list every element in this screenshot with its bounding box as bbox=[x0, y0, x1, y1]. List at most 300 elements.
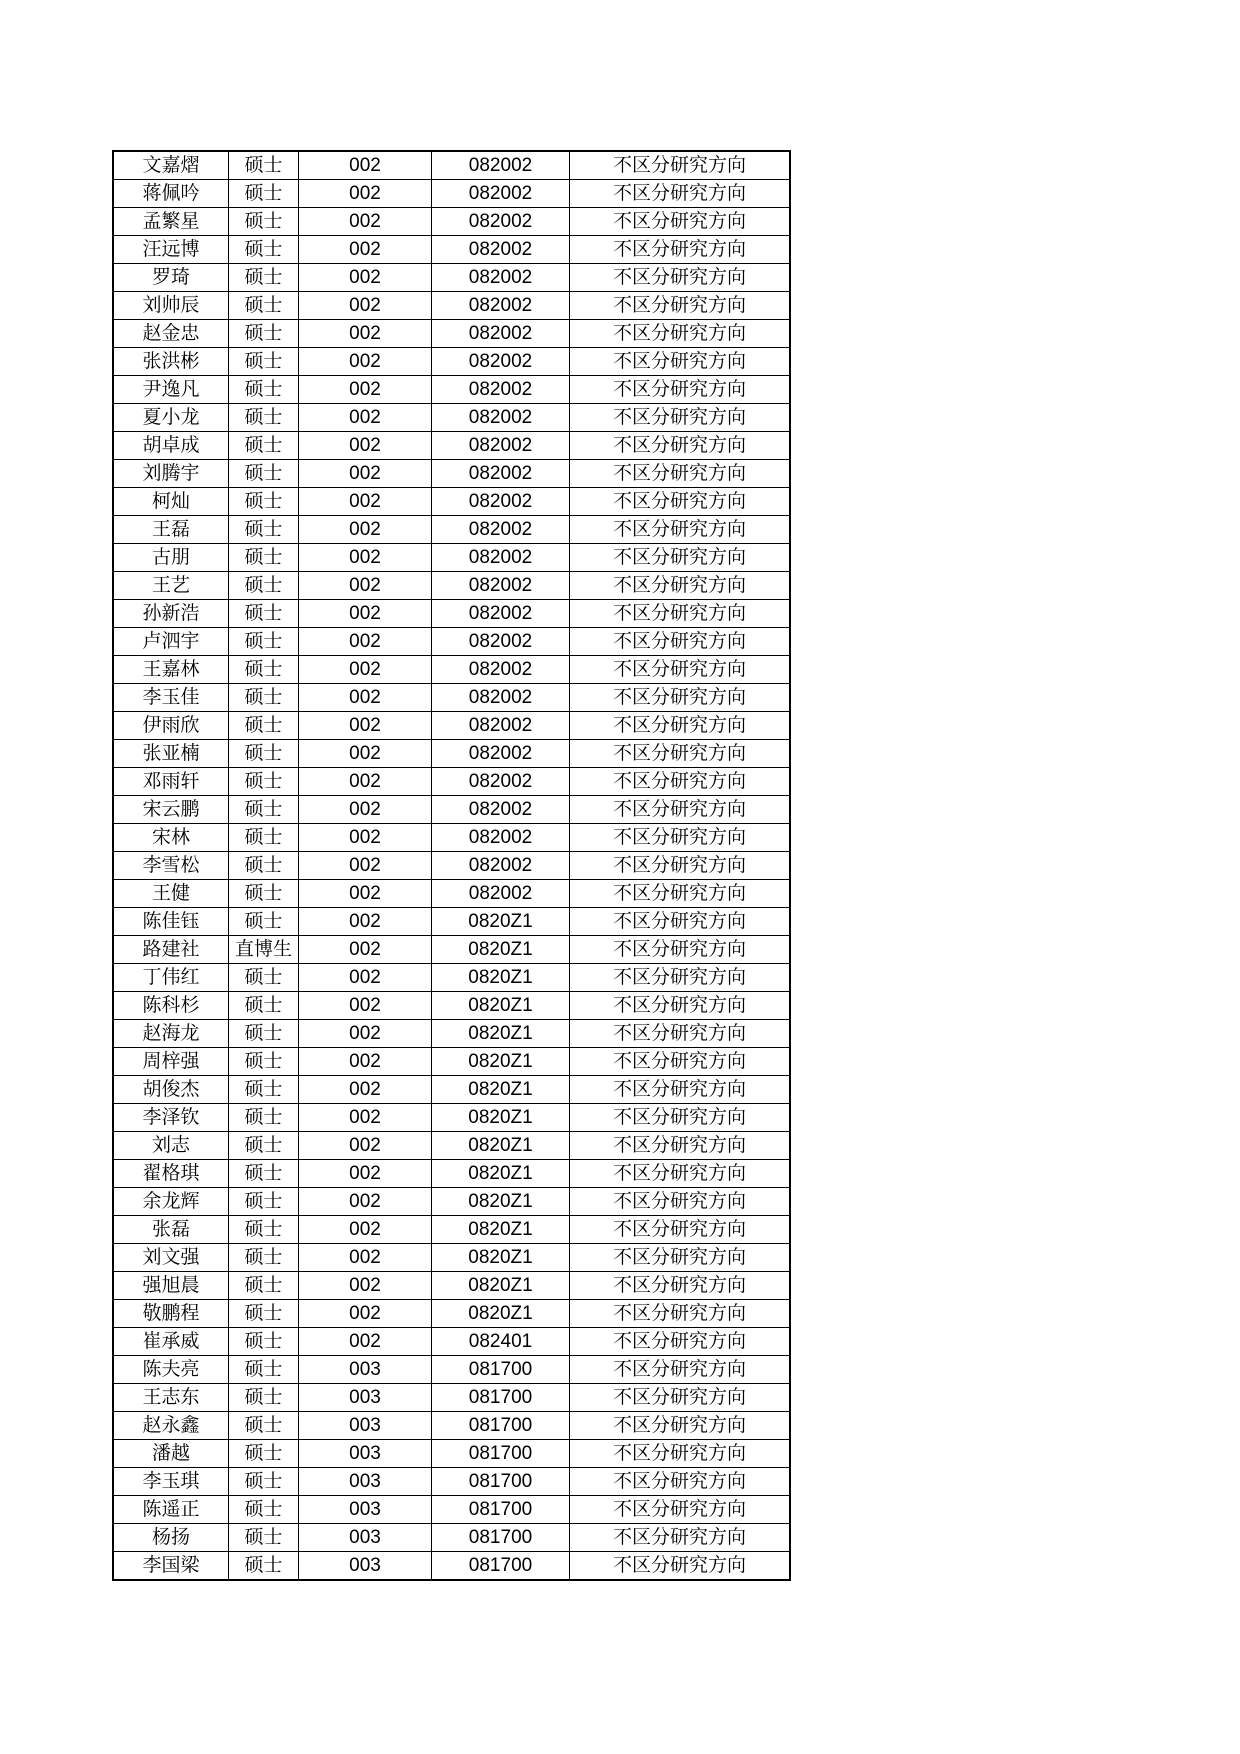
research-direction-cell: 不区分研究方向 bbox=[570, 628, 791, 656]
department-code-cell: 002 bbox=[299, 264, 432, 292]
degree-type-cell: 硕士 bbox=[229, 180, 299, 208]
department-code-cell: 002 bbox=[299, 208, 432, 236]
degree-type-cell: 硕士 bbox=[229, 768, 299, 796]
student-name-cell: 刘志 bbox=[113, 1132, 229, 1160]
research-direction-cell: 不区分研究方向 bbox=[570, 236, 791, 264]
department-code-cell: 003 bbox=[299, 1524, 432, 1552]
department-code-cell: 002 bbox=[299, 1132, 432, 1160]
research-direction-cell: 不区分研究方向 bbox=[570, 964, 791, 992]
student-name-cell: 张洪彬 bbox=[113, 348, 229, 376]
student-name-cell: 王志东 bbox=[113, 1384, 229, 1412]
degree-type-cell: 硕士 bbox=[229, 348, 299, 376]
major-code-cell: 0820Z1 bbox=[432, 1188, 570, 1216]
research-direction-cell: 不区分研究方向 bbox=[570, 1160, 791, 1188]
major-code-cell: 0820Z1 bbox=[432, 964, 570, 992]
department-code-cell: 002 bbox=[299, 1160, 432, 1188]
degree-type-cell: 硕士 bbox=[229, 1552, 299, 1581]
department-code-cell: 002 bbox=[299, 1076, 432, 1104]
major-code-cell: 082002 bbox=[432, 768, 570, 796]
degree-type-cell: 硕士 bbox=[229, 1104, 299, 1132]
student-name-cell: 崔承威 bbox=[113, 1328, 229, 1356]
student-name-cell: 刘文强 bbox=[113, 1244, 229, 1272]
table-row bbox=[113, 544, 790, 572]
research-direction-cell: 不区分研究方向 bbox=[570, 1216, 791, 1244]
major-code-cell: 082002 bbox=[432, 600, 570, 628]
research-direction-cell: 不区分研究方向 bbox=[570, 320, 791, 348]
table-row bbox=[113, 376, 790, 404]
degree-type-cell: 硕士 bbox=[229, 1160, 299, 1188]
research-direction-cell: 不区分研究方向 bbox=[570, 572, 791, 600]
student-name-cell: 宋林 bbox=[113, 824, 229, 852]
degree-type-cell: 硕士 bbox=[229, 1244, 299, 1272]
table-row bbox=[113, 180, 790, 208]
major-code-cell: 0820Z1 bbox=[432, 1132, 570, 1160]
student-name-cell: 潘越 bbox=[113, 1440, 229, 1468]
student-name-cell: 胡俊杰 bbox=[113, 1076, 229, 1104]
research-direction-cell: 不区分研究方向 bbox=[570, 824, 791, 852]
research-direction-cell: 不区分研究方向 bbox=[570, 1300, 791, 1328]
research-direction-cell: 不区分研究方向 bbox=[570, 852, 791, 880]
table-row bbox=[113, 516, 790, 544]
degree-type-cell: 硕士 bbox=[229, 1048, 299, 1076]
degree-type-cell: 硕士 bbox=[229, 600, 299, 628]
table-row bbox=[113, 852, 790, 880]
degree-type-cell: 硕士 bbox=[229, 1300, 299, 1328]
research-direction-cell: 不区分研究方向 bbox=[570, 348, 791, 376]
major-code-cell: 081700 bbox=[432, 1468, 570, 1496]
table-row bbox=[113, 1160, 790, 1188]
table-row bbox=[113, 880, 790, 908]
research-direction-cell: 不区分研究方向 bbox=[570, 1104, 791, 1132]
department-code-cell: 002 bbox=[299, 488, 432, 516]
department-code-cell: 002 bbox=[299, 1244, 432, 1272]
department-code-cell: 002 bbox=[299, 1048, 432, 1076]
student-name-cell: 李泽钦 bbox=[113, 1104, 229, 1132]
research-direction-cell: 不区分研究方向 bbox=[570, 292, 791, 320]
table-row bbox=[113, 1356, 790, 1384]
table-row bbox=[113, 1216, 790, 1244]
research-direction-cell: 不区分研究方向 bbox=[570, 1356, 791, 1384]
research-direction-cell: 不区分研究方向 bbox=[570, 376, 791, 404]
degree-type-cell: 硕士 bbox=[229, 1132, 299, 1160]
degree-type-cell: 硕士 bbox=[229, 376, 299, 404]
table-row bbox=[113, 460, 790, 488]
major-code-cell: 082002 bbox=[432, 292, 570, 320]
student-name-cell: 王艺 bbox=[113, 572, 229, 600]
research-direction-cell: 不区分研究方向 bbox=[570, 208, 791, 236]
degree-type-cell: 直博生 bbox=[229, 936, 299, 964]
table-row bbox=[113, 1188, 790, 1216]
major-code-cell: 0820Z1 bbox=[432, 1104, 570, 1132]
department-code-cell: 003 bbox=[299, 1552, 432, 1581]
student-name-cell: 罗琦 bbox=[113, 264, 229, 292]
table-row bbox=[113, 684, 790, 712]
table-row bbox=[113, 936, 790, 964]
major-code-cell: 082002 bbox=[432, 544, 570, 572]
degree-type-cell: 硕士 bbox=[229, 1496, 299, 1524]
degree-type-cell: 硕士 bbox=[229, 1188, 299, 1216]
student-name-cell: 王嘉林 bbox=[113, 656, 229, 684]
department-code-cell: 002 bbox=[299, 964, 432, 992]
department-code-cell: 002 bbox=[299, 1272, 432, 1300]
degree-type-cell: 硕士 bbox=[229, 516, 299, 544]
degree-type-cell: 硕士 bbox=[229, 236, 299, 264]
table-row bbox=[113, 1468, 790, 1496]
major-code-cell: 082002 bbox=[432, 572, 570, 600]
table-row bbox=[113, 796, 790, 824]
major-code-cell: 082002 bbox=[432, 740, 570, 768]
table-row bbox=[113, 908, 790, 936]
research-direction-cell: 不区分研究方向 bbox=[570, 1188, 791, 1216]
table-row bbox=[113, 1384, 790, 1412]
major-code-cell: 082002 bbox=[432, 656, 570, 684]
major-code-cell: 0820Z1 bbox=[432, 1272, 570, 1300]
major-code-cell: 082002 bbox=[432, 264, 570, 292]
research-direction-cell: 不区分研究方向 bbox=[570, 1132, 791, 1160]
student-name-cell: 汪远博 bbox=[113, 236, 229, 264]
table-row bbox=[113, 1104, 790, 1132]
major-code-cell: 082002 bbox=[432, 628, 570, 656]
table-row bbox=[113, 1552, 790, 1581]
research-direction-cell: 不区分研究方向 bbox=[570, 404, 791, 432]
department-code-cell: 002 bbox=[299, 1020, 432, 1048]
degree-type-cell: 硕士 bbox=[229, 740, 299, 768]
degree-type-cell: 硕士 bbox=[229, 208, 299, 236]
major-code-cell: 0820Z1 bbox=[432, 936, 570, 964]
student-name-cell: 李国梁 bbox=[113, 1552, 229, 1581]
department-code-cell: 002 bbox=[299, 516, 432, 544]
department-code-cell: 002 bbox=[299, 1300, 432, 1328]
major-code-cell: 081700 bbox=[432, 1384, 570, 1412]
department-code-cell: 003 bbox=[299, 1496, 432, 1524]
research-direction-cell: 不区分研究方向 bbox=[570, 1496, 791, 1524]
table-row bbox=[113, 1412, 790, 1440]
student-name-cell: 陈夫亮 bbox=[113, 1356, 229, 1384]
student-name-cell: 李玉佳 bbox=[113, 684, 229, 712]
research-direction-cell: 不区分研究方向 bbox=[570, 656, 791, 684]
degree-type-cell: 硕士 bbox=[229, 432, 299, 460]
research-direction-cell: 不区分研究方向 bbox=[570, 1524, 791, 1552]
department-code-cell: 002 bbox=[299, 712, 432, 740]
student-name-cell: 夏小龙 bbox=[113, 404, 229, 432]
major-code-cell: 0820Z1 bbox=[432, 1216, 570, 1244]
table-row bbox=[113, 992, 790, 1020]
major-code-cell: 082002 bbox=[432, 151, 570, 180]
degree-type-cell: 硕士 bbox=[229, 1076, 299, 1104]
department-code-cell: 002 bbox=[299, 1216, 432, 1244]
research-direction-cell: 不区分研究方向 bbox=[570, 1412, 791, 1440]
major-code-cell: 081700 bbox=[432, 1552, 570, 1581]
major-code-cell: 0820Z1 bbox=[432, 1160, 570, 1188]
degree-type-cell: 硕士 bbox=[229, 1216, 299, 1244]
major-code-cell: 0820Z1 bbox=[432, 1244, 570, 1272]
major-code-cell: 0820Z1 bbox=[432, 1076, 570, 1104]
major-code-cell: 082002 bbox=[432, 320, 570, 348]
table-row bbox=[113, 432, 790, 460]
table-row bbox=[113, 768, 790, 796]
student-name-cell: 李雪松 bbox=[113, 852, 229, 880]
research-direction-cell: 不区分研究方向 bbox=[570, 880, 791, 908]
degree-type-cell: 硕士 bbox=[229, 992, 299, 1020]
major-code-cell: 082002 bbox=[432, 404, 570, 432]
student-name-cell: 强旭晨 bbox=[113, 1272, 229, 1300]
department-code-cell: 002 bbox=[299, 572, 432, 600]
department-code-cell: 002 bbox=[299, 544, 432, 572]
department-code-cell: 002 bbox=[299, 1188, 432, 1216]
major-code-cell: 082401 bbox=[432, 1328, 570, 1356]
table-row bbox=[113, 740, 790, 768]
degree-type-cell: 硕士 bbox=[229, 292, 299, 320]
research-direction-cell: 不区分研究方向 bbox=[570, 1468, 791, 1496]
major-code-cell: 081700 bbox=[432, 1412, 570, 1440]
student-name-cell: 路建社 bbox=[113, 936, 229, 964]
degree-type-cell: 硕士 bbox=[229, 1468, 299, 1496]
student-name-cell: 古朋 bbox=[113, 544, 229, 572]
major-code-cell: 082002 bbox=[432, 852, 570, 880]
table-row bbox=[113, 1048, 790, 1076]
degree-type-cell: 硕士 bbox=[229, 796, 299, 824]
major-code-cell: 0820Z1 bbox=[432, 992, 570, 1020]
student-name-cell: 陈佳钰 bbox=[113, 908, 229, 936]
degree-type-cell: 硕士 bbox=[229, 1524, 299, 1552]
table-row bbox=[113, 488, 790, 516]
student-name-cell: 尹逸凡 bbox=[113, 376, 229, 404]
student-name-cell: 周梓强 bbox=[113, 1048, 229, 1076]
major-code-cell: 082002 bbox=[432, 488, 570, 516]
table-row bbox=[113, 1440, 790, 1468]
research-direction-cell: 不区分研究方向 bbox=[570, 1048, 791, 1076]
research-direction-cell: 不区分研究方向 bbox=[570, 1440, 791, 1468]
degree-type-cell: 硕士 bbox=[229, 1272, 299, 1300]
major-code-cell: 082002 bbox=[432, 236, 570, 264]
department-code-cell: 002 bbox=[299, 628, 432, 656]
student-name-cell: 胡卓成 bbox=[113, 432, 229, 460]
degree-type-cell: 硕士 bbox=[229, 684, 299, 712]
table-row bbox=[113, 151, 790, 180]
major-code-cell: 082002 bbox=[432, 516, 570, 544]
major-code-cell: 082002 bbox=[432, 824, 570, 852]
major-code-cell: 0820Z1 bbox=[432, 1300, 570, 1328]
student-name-cell: 蒋佩吟 bbox=[113, 180, 229, 208]
department-code-cell: 002 bbox=[299, 684, 432, 712]
student-name-cell: 丁伟红 bbox=[113, 964, 229, 992]
table-row bbox=[113, 264, 790, 292]
table-row bbox=[113, 600, 790, 628]
student-name-cell: 赵海龙 bbox=[113, 1020, 229, 1048]
department-code-cell: 002 bbox=[299, 404, 432, 432]
student-name-cell: 李玉琪 bbox=[113, 1468, 229, 1496]
department-code-cell: 002 bbox=[299, 908, 432, 936]
degree-type-cell: 硕士 bbox=[229, 1020, 299, 1048]
research-direction-cell: 不区分研究方向 bbox=[570, 600, 791, 628]
degree-type-cell: 硕士 bbox=[229, 656, 299, 684]
student-name-cell: 伊雨欣 bbox=[113, 712, 229, 740]
research-direction-cell: 不区分研究方向 bbox=[570, 460, 791, 488]
research-direction-cell: 不区分研究方向 bbox=[570, 488, 791, 516]
research-direction-cell: 不区分研究方向 bbox=[570, 908, 791, 936]
research-direction-cell: 不区分研究方向 bbox=[570, 740, 791, 768]
research-direction-cell: 不区分研究方向 bbox=[570, 712, 791, 740]
research-direction-cell: 不区分研究方向 bbox=[570, 264, 791, 292]
major-code-cell: 081700 bbox=[432, 1356, 570, 1384]
table-row bbox=[113, 1244, 790, 1272]
degree-type-cell: 硕士 bbox=[229, 1356, 299, 1384]
department-code-cell: 002 bbox=[299, 992, 432, 1020]
research-direction-cell: 不区分研究方向 bbox=[612, 1554, 746, 1576]
major-code-cell: 082002 bbox=[432, 348, 570, 376]
degree-type-cell: 硕士 bbox=[229, 404, 299, 432]
research-direction-cell: 不区分研究方向 bbox=[570, 1328, 791, 1356]
table-row bbox=[113, 1020, 790, 1048]
department-code-cell: 003 bbox=[299, 1384, 432, 1412]
department-code-cell: 002 bbox=[299, 460, 432, 488]
degree-type-cell: 硕士 bbox=[229, 964, 299, 992]
department-code-cell: 002 bbox=[299, 824, 432, 852]
major-code-cell: 082002 bbox=[432, 712, 570, 740]
degree-type-cell: 硕士 bbox=[229, 572, 299, 600]
student-name-cell: 张亚楠 bbox=[113, 740, 229, 768]
table-row bbox=[113, 320, 790, 348]
department-code-cell: 002 bbox=[299, 880, 432, 908]
table-row bbox=[113, 964, 790, 992]
major-code-cell: 082002 bbox=[432, 796, 570, 824]
student-name-cell: 翟格琪 bbox=[113, 1160, 229, 1188]
table-row bbox=[113, 1132, 790, 1160]
major-code-cell: 0820Z1 bbox=[432, 908, 570, 936]
major-code-cell: 081700 bbox=[432, 1440, 570, 1468]
degree-type-cell: 硕士 bbox=[229, 544, 299, 572]
student-name-cell: 刘腾宇 bbox=[113, 460, 229, 488]
research-direction-cell: 不区分研究方向 bbox=[570, 768, 791, 796]
research-direction-cell: 不区分研究方向 bbox=[570, 796, 791, 824]
degree-type-cell: 硕士 bbox=[229, 264, 299, 292]
student-name-cell: 陈科杉 bbox=[113, 992, 229, 1020]
department-code-cell: 003 bbox=[299, 1412, 432, 1440]
student-name-cell: 赵金忠 bbox=[113, 320, 229, 348]
student-name-cell: 文嘉熠 bbox=[113, 151, 229, 180]
table-row bbox=[113, 1272, 790, 1300]
table-row bbox=[113, 292, 790, 320]
degree-type-cell: 硕士 bbox=[229, 1440, 299, 1468]
department-code-cell: 003 bbox=[299, 1356, 432, 1384]
department-code-cell: 002 bbox=[299, 292, 432, 320]
student-name-cell: 杨扬 bbox=[113, 1524, 229, 1552]
research-direction-cell: 不区分研究方向 bbox=[570, 992, 791, 1020]
table-row bbox=[113, 236, 790, 264]
student-name-cell: 张磊 bbox=[113, 1216, 229, 1244]
department-code-cell: 002 bbox=[299, 151, 432, 180]
major-code-cell: 082002 bbox=[432, 684, 570, 712]
major-code-cell: 082002 bbox=[432, 208, 570, 236]
table-row bbox=[113, 404, 790, 432]
table-row bbox=[113, 628, 790, 656]
department-code-cell: 003 bbox=[299, 1468, 432, 1496]
major-code-cell: 081700 bbox=[432, 1496, 570, 1524]
department-code-cell: 002 bbox=[299, 936, 432, 964]
research-direction-cell: 不区分研究方向 bbox=[570, 180, 791, 208]
degree-type-cell: 硕士 bbox=[229, 460, 299, 488]
table-row bbox=[113, 1076, 790, 1104]
student-name-cell: 卢泗宇 bbox=[113, 628, 229, 656]
department-code-cell: 002 bbox=[299, 1328, 432, 1356]
degree-type-cell: 硕士 bbox=[229, 1384, 299, 1412]
department-code-cell: 002 bbox=[299, 740, 432, 768]
student-name-cell: 赵永鑫 bbox=[113, 1412, 229, 1440]
department-code-cell: 002 bbox=[299, 180, 432, 208]
research-direction-cell: 不区分研究方向 bbox=[570, 432, 791, 460]
research-direction-cell: 不区分研究方向 bbox=[570, 544, 791, 572]
degree-type-cell: 硕士 bbox=[229, 1412, 299, 1440]
research-direction-cell: 不区分研究方向 bbox=[570, 1384, 791, 1412]
table-row bbox=[113, 712, 790, 740]
department-code-cell: 003 bbox=[299, 1440, 432, 1468]
table-row bbox=[113, 824, 790, 852]
student-name-cell: 柯灿 bbox=[113, 488, 229, 516]
research-direction-cell: 不区分研究方向 bbox=[570, 151, 791, 180]
student-name-cell: 邓雨轩 bbox=[113, 768, 229, 796]
department-code-cell: 002 bbox=[299, 768, 432, 796]
research-direction-cell: 不区分研究方向 bbox=[570, 1076, 791, 1104]
table-row bbox=[113, 656, 790, 684]
department-code-cell: 002 bbox=[299, 796, 432, 824]
research-direction-cell: 不区分研究方向 bbox=[570, 684, 791, 712]
department-code-cell: 002 bbox=[299, 432, 432, 460]
student-name-cell: 敬鹏程 bbox=[113, 1300, 229, 1328]
degree-type-cell: 硕士 bbox=[229, 628, 299, 656]
student-name-cell: 宋云鹏 bbox=[113, 796, 229, 824]
major-code-cell: 082002 bbox=[432, 460, 570, 488]
department-code-cell: 002 bbox=[299, 656, 432, 684]
major-code-cell: 0820Z1 bbox=[432, 1020, 570, 1048]
degree-type-cell: 硕士 bbox=[229, 712, 299, 740]
student-name-cell: 王磊 bbox=[113, 516, 229, 544]
department-code-cell: 002 bbox=[299, 348, 432, 376]
degree-type-cell: 硕士 bbox=[229, 824, 299, 852]
student-name-cell: 陈遥正 bbox=[113, 1496, 229, 1524]
student-name-cell: 刘帅辰 bbox=[113, 292, 229, 320]
table-row bbox=[113, 348, 790, 376]
degree-type-cell: 硕士 bbox=[229, 908, 299, 936]
student-name-cell: 孟繁星 bbox=[113, 208, 229, 236]
major-code-cell: 082002 bbox=[432, 376, 570, 404]
department-code-cell: 002 bbox=[299, 376, 432, 404]
department-code-cell: 002 bbox=[299, 852, 432, 880]
degree-type-cell: 硕士 bbox=[229, 852, 299, 880]
degree-type-cell: 硕士 bbox=[229, 320, 299, 348]
table-body bbox=[113, 151, 790, 1580]
degree-type-cell: 硕士 bbox=[229, 880, 299, 908]
student-name-cell: 王健 bbox=[113, 880, 229, 908]
degree-type-cell: 硕士 bbox=[229, 1328, 299, 1356]
department-code-cell: 002 bbox=[299, 1104, 432, 1132]
table-row bbox=[113, 1524, 790, 1552]
student-name-cell: 余龙辉 bbox=[113, 1188, 229, 1216]
degree-type-cell: 硕士 bbox=[229, 151, 299, 180]
major-code-cell: 081700 bbox=[432, 1524, 570, 1552]
degree-type-cell: 硕士 bbox=[229, 488, 299, 516]
table-row bbox=[113, 208, 790, 236]
research-direction-cell: 不区分研究方向 bbox=[570, 936, 791, 964]
major-code-cell: 082002 bbox=[432, 880, 570, 908]
table-row bbox=[113, 572, 790, 600]
table-row bbox=[113, 1300, 790, 1328]
department-code-cell: 002 bbox=[299, 320, 432, 348]
major-code-cell: 0820Z1 bbox=[432, 1048, 570, 1076]
student-name-cell: 孙新浩 bbox=[113, 600, 229, 628]
research-direction-cell: 不区分研究方向 bbox=[570, 1244, 791, 1272]
department-code-cell: 002 bbox=[299, 236, 432, 264]
research-direction-cell: 不区分研究方向 bbox=[570, 1020, 791, 1048]
